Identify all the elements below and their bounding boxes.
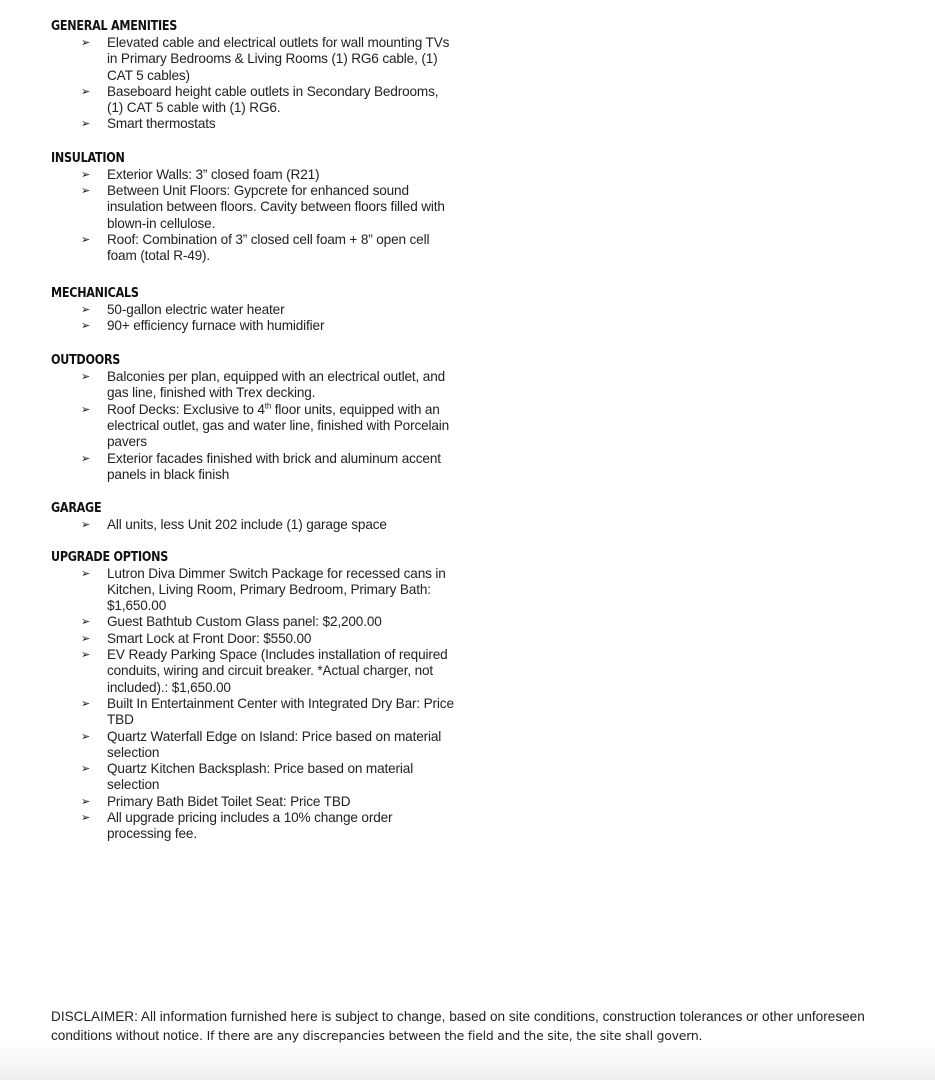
item-list [51,566,471,843]
list-item [81,183,457,232]
section-title: OUTDOORS [51,353,121,369]
list-item [81,517,457,533]
arrow-bullet-icon: ➢ [81,403,91,416]
list-item [81,232,457,265]
list-item [81,729,457,762]
list-item [81,35,457,84]
disclaimer [51,1007,881,1045]
list-item [81,369,457,402]
list-item [81,794,457,810]
item-text: EV Ready Parking Space (Includes installation of required conduits, wiring and circuit breaker. *Actual charger, not included).: $1,650.00 [107,647,448,695]
arrow-bullet-icon: ➢ [81,303,91,316]
item-text: Smart thermostats [107,116,216,132]
item-text: All upgrade pricing includes a 10% change order processing fee. [107,809,393,842]
list-item [81,84,457,117]
section-title: MECHANICALS [51,285,139,301]
list-item [81,810,457,843]
item-text: Elevated cable and electrical outlets for wall mounting TVs in Primary Bedrooms & Living Rooms (1) RG6 cable, (1) CAT 5 cables) [107,35,450,83]
item-text: 50-gallon electric water heater [107,301,285,317]
item-text: Primary Bath Bidet Toilet Seat: Price TBD [107,793,351,809]
list-item [81,761,457,794]
item-list [51,369,471,483]
arrow-bullet-icon: ➢ [81,811,91,824]
item-text: Roof: Combination of 3” closed cell foam + 8” open cell foam (total R-49). [107,231,430,264]
arrow-bullet-icon: ➢ [81,118,91,131]
item-text: Exterior facades finished with brick and aluminum accent panels in black finish [107,450,441,482]
section-general-amenities [51,18,471,133]
section-title: INSULATION [51,150,125,166]
item-list [51,302,471,335]
arrow-bullet-icon: ➢ [81,795,91,808]
arrow-bullet-icon: ➢ [81,452,91,465]
ordinal-suffix: th [264,401,272,411]
section-title: GARAGE [51,501,102,517]
list-item [81,167,457,183]
item-text: Baseboard height cable outlets in Secondary Bedrooms, (1) CAT 5 cable with (1) RG6. [107,83,439,116]
arrow-bullet-icon: ➢ [81,616,91,629]
arrow-bullet-icon: ➢ [81,763,91,776]
item-text: Quartz Kitchen Backsplash: Price based on material selection [107,761,414,793]
arrow-bullet-icon: ➢ [81,371,91,384]
list-item [81,402,457,451]
section-insulation [51,150,471,265]
list-item [81,451,457,484]
list-item [81,116,457,132]
arrow-bullet-icon: ➢ [81,37,91,49]
feature-list [51,18,471,843]
arrow-bullet-icon: ➢ [81,519,91,532]
section-title: GENERAL AMENITIES [51,19,178,34]
list-item [81,318,457,334]
item-text: All units, less Unit 202 include (1) garage space [107,517,387,533]
arrow-bullet-icon: ➢ [81,567,91,580]
arrow-bullet-icon: ➢ [81,730,91,743]
item-text: Roof Decks: Exclusive to 4th floor units, equipped with an electrical outlet, gas and water line, finished with Porcelain pavers [107,401,450,450]
item-list [51,517,471,533]
list-item [81,566,457,615]
item-text: 90+ efficiency furnace with humidifier [107,317,325,333]
item-text: Between Unit Floors: Gypcrete for enhanced sound insulation between floors. Cavity between floors filled with blown-in cellulose. [107,183,445,231]
item-list [51,35,471,133]
item-text: Guest Bathtub Custom Glass panel: $2,200.00 [107,614,382,630]
item-text: Smart Lock at Front Door: $550.00 [107,630,312,646]
list-item [81,302,457,318]
list-item [81,696,457,729]
item-text: Balconies per plan, equipped with an electrical outlet, and gas line, finished with Trex decking. [107,369,446,401]
item-text: Lutron Diva Dimmer Switch Package for recessed cans in Kitchen, Living Room, Primary Bedroom, Primary Bath: $1,650.00 [107,565,446,614]
arrow-bullet-icon: ➢ [81,697,91,710]
item-text: Exterior Walls: 3” closed foam (R21) [107,166,320,182]
item-text: Quartz Waterfall Edge on Island: Price based on material selection [107,728,442,760]
section-title: UPGRADE OPTIONS [51,549,169,565]
list-item [81,647,457,696]
arrow-bullet-icon: ➢ [81,168,91,181]
arrow-bullet-icon: ➢ [81,233,91,246]
section-garage [51,500,471,533]
arrow-bullet-icon: ➢ [81,185,91,198]
arrow-bullet-icon: ➢ [81,319,91,332]
disclaimer-tail: If there are any discrepancies between the field and the site, the site shall govern. [206,1028,703,1043]
section-mechanicals [51,285,471,335]
item-text: Built In Entertainment Center with Integrated Dry Bar: Price TBD [107,695,454,728]
disclaimer-lead: DISCLAIMER: All information furnished here is subject to change, based on site conditions, construction tolerances or other unforeseen conditions without notice. [51,1009,865,1043]
item-list [51,167,471,265]
arrow-bullet-icon: ➢ [81,632,91,645]
list-item [81,631,457,647]
section-upgrade-options [51,549,471,843]
arrow-bullet-icon: ➢ [81,649,91,662]
arrow-bullet-icon: ➢ [81,85,91,98]
list-item [81,614,457,630]
section-outdoors [51,352,471,483]
